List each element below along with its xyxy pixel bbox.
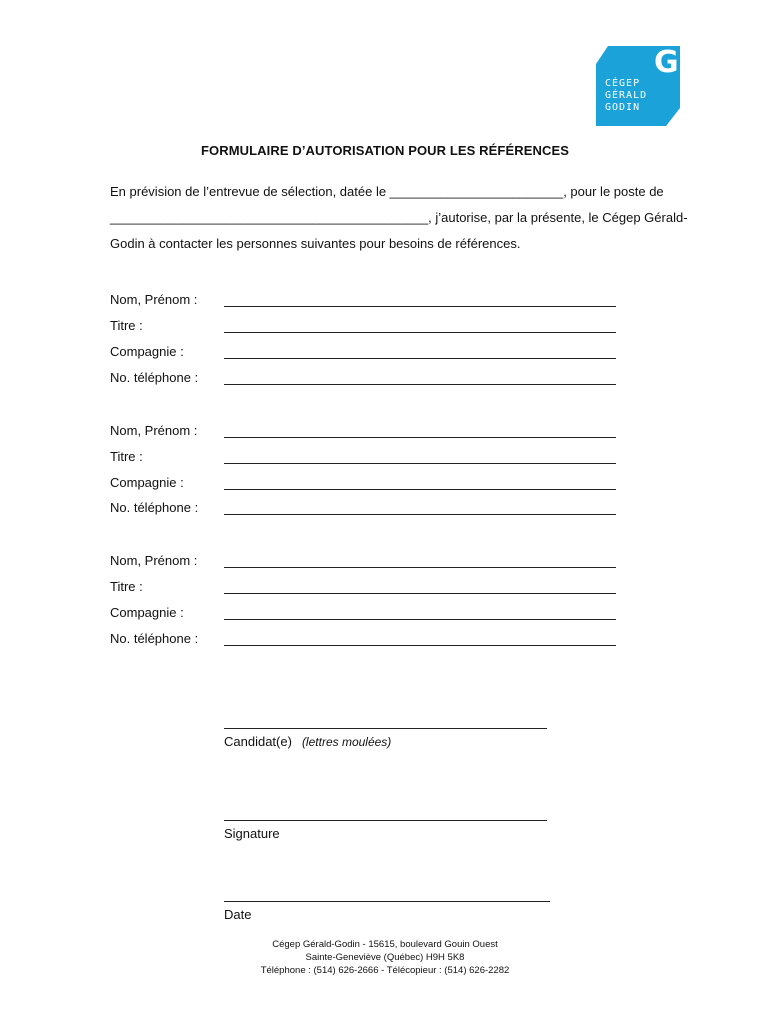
- title-label: Titre :: [110, 449, 143, 464]
- form-title: FORMULAIRE D’AUTORISATION POUR LES RÉFÉRENCES: [200, 143, 570, 158]
- phone-field[interactable]: [224, 384, 616, 385]
- date-field[interactable]: [224, 901, 550, 902]
- logo-line-1: CÉGEP: [605, 78, 641, 89]
- signature-field[interactable]: [224, 820, 547, 821]
- logo-line-2: GÉRALD: [605, 90, 648, 101]
- candidate-label: [224, 734, 391, 749]
- candidate-label-text: Candidat(e): [224, 734, 292, 749]
- name-label: Nom, Prénom :: [110, 553, 198, 568]
- title-label: Titre :: [110, 579, 143, 594]
- signature-label: Signature: [224, 826, 280, 841]
- logo-letter: G: [654, 46, 679, 80]
- name-field[interactable]: [224, 306, 616, 307]
- phone-field[interactable]: [224, 645, 616, 646]
- title-field[interactable]: [224, 593, 616, 594]
- intro-line-2: ____________________________________________, j’autorise, par la présente, le Cégep Gérald-: [110, 210, 688, 225]
- company-field[interactable]: [224, 358, 616, 359]
- phone-label: No. téléphone :: [110, 370, 199, 385]
- footer-address: [0, 938, 770, 977]
- logo-line-3: GODIN: [605, 102, 641, 113]
- title-field[interactable]: [224, 463, 616, 464]
- logo-wordmark: [605, 78, 647, 114]
- company-label: Compagnie :: [110, 605, 184, 620]
- candidate-note: (lettres moulées): [301, 735, 392, 749]
- name-label: Nom, Prénom :: [110, 423, 198, 438]
- candidate-name-field[interactable]: [224, 728, 547, 729]
- date-label: Date: [224, 907, 252, 922]
- title-field[interactable]: [224, 332, 616, 333]
- intro-paragraph: [110, 179, 688, 257]
- company-label: Compagnie :: [110, 475, 184, 490]
- phone-field[interactable]: [224, 514, 616, 515]
- phone-label: No. téléphone :: [110, 500, 199, 515]
- name-field[interactable]: [224, 567, 616, 568]
- footer-line-1: Cégep Gérald-Godin - 15615, boulevard Gouin Ouest: [272, 939, 498, 950]
- intro-line-1: En prévision de l’entrevue de sélection, datée le ________________________, pour le poste de: [110, 184, 664, 199]
- footer-line-3: Téléphone : (514) 626-2666 - Télécopieur : (514) 626-2282: [260, 965, 510, 976]
- intro-line-3: Godin à contacter les personnes suivantes pour besoins de références.: [110, 236, 521, 251]
- name-field[interactable]: [224, 437, 616, 438]
- phone-label: No. téléphone :: [110, 631, 199, 646]
- footer-line-2: Sainte-Geneviève (Québec) H9H 5K8: [305, 952, 465, 963]
- company-label: Compagnie :: [110, 344, 184, 359]
- company-field[interactable]: [224, 489, 616, 490]
- company-field[interactable]: [224, 619, 616, 620]
- name-label: Nom, Prénom :: [110, 292, 198, 307]
- title-label: Titre :: [110, 318, 143, 333]
